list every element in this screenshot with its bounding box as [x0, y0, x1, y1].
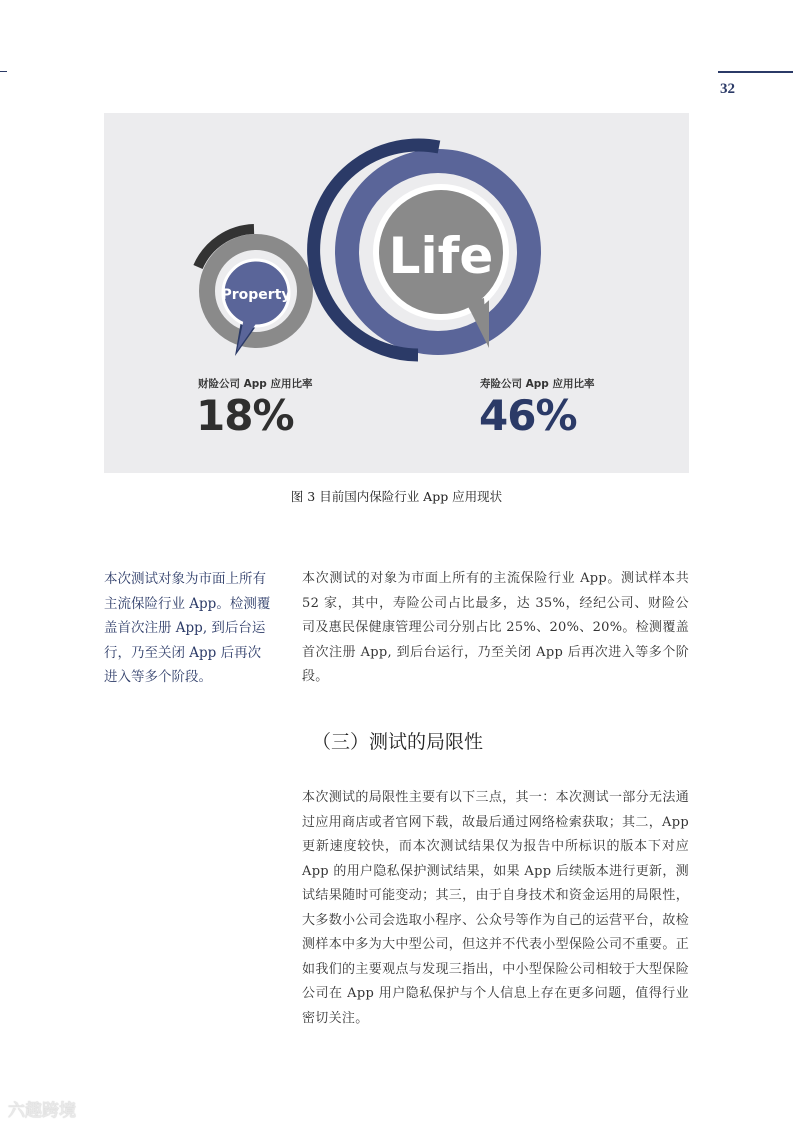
watermark: 六趣跨境 [8, 1101, 76, 1121]
header-rule-right [718, 71, 793, 73]
header-rule-left [0, 71, 7, 72]
section-heading: （三）测试的局限性 [312, 731, 484, 753]
life-ring [314, 145, 529, 355]
property-value: 18% [196, 391, 294, 440]
life-bubble-text: Life [388, 227, 494, 285]
figure-app-usage [104, 113, 689, 473]
side-note: 本次测试对象为市面上所有主流保险行业 App。检测覆盖首次注册 App, 到后台运行，乃至关闭 App 后再次进入等多个阶段。 [104, 571, 271, 685]
life-label: 寿险公司 App 应用比率 [480, 378, 595, 390]
figure-caption: 图 3 目前国内保险行业 App 应用现状 [290, 489, 503, 504]
figure-graphic [104, 113, 689, 473]
property-ring [198, 229, 305, 356]
property-label: 财险公司 App 应用比率 [198, 378, 313, 390]
page-number: 32 [720, 81, 735, 97]
property-bubble-text: Property [221, 287, 291, 303]
life-value: 46% [479, 391, 577, 440]
paragraph-test-scope: 本次测试的对象为市面上所有的主流保险行业 App。测试样本共 52 家，其中，寿险公司占比最多，达 35%，经纪公司、财险公司及惠民保健康管理公司分别占比 25%、20%、20%。检测覆盖首次注册 App, 到后台运行，乃至关闭 App 后再次进入等多个阶段。 [302, 571, 689, 684]
paragraph-limitations: 本次测试的局限性主要有以下三点，其一：本次测试一部分无法通过应用商店或者官网下载，故最后通过网络检索获取；其二，App 更新速度较快，而本次测试结果仅为报告中所标识的版本下对应 App 的用户隐私保护测试结果，如果 App 后续版本进行更新，测试结果随时可能变动；其三，由于自身技术和资金运用的局限性，大多数小公司会选取小程序、公众号等作为自己的运营平台，故检测样本中多为大中型公司，但这并不代表小型保险公司不重要。正如我们的主要观点与发现三指出，中小型保险公司相较于大型保险公司在 App 用户隐私保护与个人信息上存在更多问题，值得行业密切关注。 [302, 790, 689, 1026]
